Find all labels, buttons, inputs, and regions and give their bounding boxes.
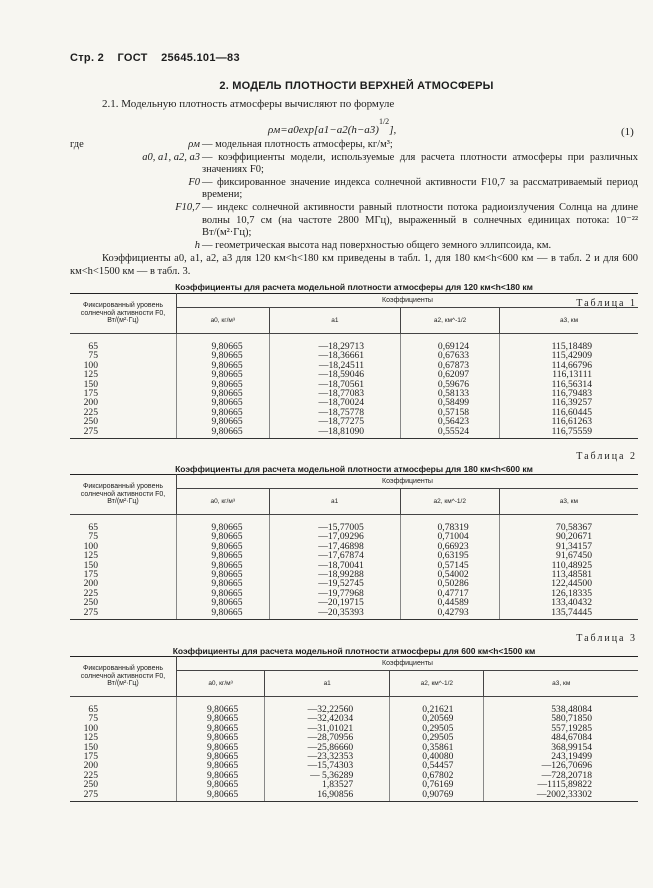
table-cell: 368,99154	[551, 741, 592, 753]
column-header: a0, кг/м³	[177, 489, 270, 515]
table-cell: 75	[70, 351, 177, 360]
table-cell: 9,80665	[177, 570, 270, 579]
table-cell: —23,32353	[265, 752, 390, 761]
table-row	[70, 427, 638, 439]
equation-number: (1)	[621, 126, 634, 138]
table-cell: 9,80665	[177, 389, 270, 398]
table-cell: —18,29713	[269, 334, 400, 352]
table-cell: —18,75778	[269, 408, 400, 417]
definition-prefix	[70, 202, 98, 240]
table-cell: —126,70696	[541, 760, 592, 772]
definition-text: — геометрическая высота над поверхностью общего земного эллипсоида, км.	[202, 239, 552, 251]
table-cell: 114,66796	[551, 359, 592, 371]
table-cell: 275	[70, 790, 177, 802]
table-cell: 0,59676	[401, 380, 500, 389]
table-cell: 0,66923	[400, 542, 499, 551]
definition-item	[70, 202, 638, 240]
gost-label: ГОСТ	[117, 52, 148, 64]
table-cell: —18,77275	[269, 417, 400, 426]
table-cell: 116,60445	[551, 406, 592, 418]
table-cell: 16,90856	[265, 790, 390, 802]
table-cell: 200	[70, 579, 177, 588]
table-cell: 175	[70, 389, 177, 398]
definition-prefix	[70, 240, 98, 253]
definition-item	[70, 152, 638, 177]
table-cell: —28,70956	[265, 733, 390, 742]
table-cell: 9,80665	[177, 771, 265, 780]
intro-paragraph: 2.1. Модельную плотность атмосферы вычисляют по формуле	[102, 98, 395, 110]
definition-text: — индекс солнечной активности равный плотности потока радиоизлучения Солнца на длине волны 10,7 см (на частоте 2800 МГц), выраженный в солнечных единицах потока: 10⁻²² Вт/(м²·Гц);	[202, 201, 638, 239]
table-cell: 0,90769	[390, 790, 484, 802]
table-cell: 9,80665	[177, 790, 265, 802]
table-cell: 9,80665	[177, 752, 265, 761]
table-cell: 9,80665	[177, 598, 270, 607]
table-cell: 9,80665	[177, 551, 270, 560]
coefficients-table	[70, 293, 638, 439]
table-row	[70, 608, 638, 620]
coefficients-table	[70, 656, 638, 802]
table-row	[70, 334, 638, 352]
table-cell: 9,80665	[177, 561, 270, 570]
table-cell: 0,54457	[390, 761, 484, 770]
table-cell: 0,78319	[400, 515, 499, 533]
table-cell: 0,42793	[400, 608, 499, 620]
column-header: a1	[265, 671, 390, 697]
page-header	[70, 52, 250, 64]
column-header: a2, км^-1/2	[401, 308, 500, 334]
table-cell: 0,58499	[401, 398, 500, 407]
definition-symbol: F10,7	[175, 201, 200, 213]
table-cell: —15,77005	[269, 515, 400, 533]
table-cell: 0,29505	[390, 733, 484, 742]
table-cell: 115,18489	[551, 341, 592, 352]
definition-symbol: F0	[188, 176, 200, 188]
table-cell: —18,81090	[269, 427, 400, 439]
table-cell: 9,80665	[177, 714, 265, 723]
table-cell: —32,42034	[265, 714, 390, 723]
table-cell: 0,56423	[401, 417, 500, 426]
table-cell: 100	[70, 361, 177, 370]
table-cell: 484,67084	[551, 732, 592, 744]
table-cell: 580,71850	[551, 713, 592, 725]
table-cell: 225	[70, 589, 177, 598]
formula	[268, 117, 397, 136]
table-cell: 538,48084	[551, 704, 592, 715]
coefficients-table	[70, 474, 638, 620]
formula-exponent: 1/2	[378, 117, 390, 126]
table-cell: 250	[70, 598, 177, 607]
table-cell: —18,59046	[269, 370, 400, 379]
table-cell: 9,80665	[177, 733, 265, 742]
table-cell: 0,67802	[390, 771, 484, 780]
table-cell: 70,58367	[556, 522, 592, 533]
column-header: a2, км^-1/2	[400, 489, 499, 515]
table-cell: 9,80665	[177, 398, 270, 407]
table-cell: —15,74303	[265, 761, 390, 770]
table-cell: — 5,36289	[265, 771, 390, 780]
table-cell: 0,63195	[400, 551, 499, 560]
table-cell: 9,80665	[177, 408, 270, 417]
column-header: a1	[269, 308, 400, 334]
table-row	[70, 515, 638, 533]
table-cell: 9,80665	[177, 370, 270, 379]
table-cell: 0,76169	[390, 780, 484, 789]
table-cell: —18,24511	[269, 361, 400, 370]
table-cell: —18,70561	[269, 380, 400, 389]
table-cell: 75	[70, 532, 177, 541]
table-cell: —18,70041	[269, 561, 400, 570]
table-cell: 0,57158	[401, 408, 500, 417]
table-label: Таблица 1	[576, 298, 637, 309]
table-cell: 0,47717	[400, 589, 499, 598]
table-cell: 150	[70, 561, 177, 570]
definition-item	[70, 240, 638, 253]
table-cell: —17,46898	[269, 542, 400, 551]
table-cell: —20,35393	[269, 608, 400, 620]
table-cell: 116,56314	[551, 378, 592, 390]
table-cell: —19,52745	[269, 579, 400, 588]
table-cell: —17,67874	[269, 551, 400, 560]
table-cell: 9,80665	[177, 761, 265, 770]
definition-text: — модельная плотность атмосферы, кг/м³;	[202, 139, 393, 150]
table-cell: 0,54002	[400, 570, 499, 579]
table-cell: —728,20718	[541, 769, 592, 781]
definition-text: — фиксированное значение индекса солнечной активности F10,7 за рассматриваемый период времени;	[202, 176, 638, 201]
table-cell: 75	[70, 714, 177, 723]
definitions-list	[70, 139, 638, 279]
table-cell: 0,67633	[401, 351, 500, 360]
table-cell: 9,80665	[177, 532, 270, 541]
table-cell: 9,80665	[177, 780, 265, 789]
definition-prefix	[70, 177, 98, 202]
column-header: a3, км	[484, 671, 638, 697]
column-header: a1	[269, 489, 400, 515]
table-cell: 9,80665	[177, 361, 270, 370]
table-cell: —17,09296	[269, 532, 400, 541]
column-header: a0, кг/м³	[177, 671, 265, 697]
table-cell: 9,80665	[177, 515, 270, 533]
table-cell: 0,58133	[401, 389, 500, 398]
table-cell: 0,55524	[401, 427, 500, 439]
table-cell: 91,67450	[556, 550, 592, 562]
table-cell: 9,80665	[177, 380, 270, 389]
table-cell: 116,79483	[551, 388, 592, 400]
definition-item	[70, 139, 638, 152]
fixed-level-header: Фиксированный уровень солнечной активности F0, Вт/(м²·Гц)	[70, 294, 177, 334]
table-cell: 65	[70, 334, 177, 352]
column-header: a3, км	[500, 308, 638, 334]
table-cell: 9,80665	[177, 334, 270, 352]
table-cell: 115,42909	[551, 350, 592, 362]
table-cell: 1,83527	[265, 780, 390, 789]
table-cell: 557,19285	[551, 722, 592, 734]
table-cell: 250	[70, 780, 177, 789]
coefficients-note: Коэффициенты a0, a1, a2, a3 для 120 км<h<180 км приведены в табл. 1, для 180 км<h<600 км — в табл. 2 и для 600 км<h<1500 км — в табл. 3.	[70, 253, 638, 277]
formula-body: ρм=a0exp[a1−a2(h−a3)	[268, 124, 379, 136]
table-cell: 9,80665	[177, 589, 270, 598]
table-cell: 9,80665	[177, 743, 265, 752]
table-cell: 250	[70, 417, 177, 426]
table-cell: 122,44500	[551, 578, 592, 590]
table-cell: —18,70024	[269, 398, 400, 407]
table-cell: —1115,89822	[537, 779, 592, 791]
table-cell: 125	[70, 551, 177, 560]
table-cell: 9,80665	[177, 697, 265, 715]
table-cell: 200	[70, 761, 177, 770]
table-cell: 225	[70, 408, 177, 417]
table-cell: —2002,33302	[484, 790, 638, 802]
table-cell: 0,40080	[390, 752, 484, 761]
definition-item	[70, 177, 638, 202]
table-cell: 9,80665	[177, 427, 270, 439]
table-cell: 0,67873	[401, 361, 500, 370]
table-cell: 65	[70, 515, 177, 533]
table-cell: 175	[70, 570, 177, 579]
fixed-level-header: Фиксированный уровень солнечной активности F0, Вт/(м²·Гц)	[70, 475, 177, 515]
table-cell: 9,80665	[177, 608, 270, 620]
table-cell: 91,34157	[556, 540, 592, 552]
coefficients-header: Коэффициенты	[177, 294, 639, 308]
definition-text: — коэффициенты модели, используемые для расчета плотности атмосферы при различных значениях F0;	[202, 151, 638, 176]
table-cell: —20,19715	[269, 598, 400, 607]
section-title: 2. МОДЕЛЬ ПЛОТНОСТИ ВЕРХНЕЙ АТМОСФЕРЫ	[219, 80, 494, 92]
table-cell: 100	[70, 542, 177, 551]
table-cell: —18,99288	[269, 570, 400, 579]
table-cell: —31,01021	[265, 724, 390, 733]
table-cell: —25,86660	[265, 743, 390, 752]
column-header: a2, км^-1/2	[390, 671, 484, 697]
table-cell: —18,36661	[269, 351, 400, 360]
table-cell: 9,80665	[177, 724, 265, 733]
table-cell: 65	[70, 697, 177, 715]
table-cell: 0,29505	[390, 724, 484, 733]
table-cell: 0,35861	[390, 743, 484, 752]
table-cell: 125	[70, 733, 177, 742]
table-cell: 0,62097	[401, 370, 500, 379]
table-row	[70, 697, 638, 715]
table-cell: 110,48925	[551, 559, 592, 571]
table-title: Коэффициенты для расчета модельной плотности атмосферы для 600 км<h<1500 км	[172, 646, 536, 656]
column-header: a0, кг/м³	[177, 308, 270, 334]
table-cell: 200	[70, 398, 177, 407]
table-cell: 175	[70, 752, 177, 761]
table-cell: 116,13111	[552, 369, 592, 381]
table-cell: —32,22560	[265, 697, 390, 715]
table-cell: 0,44589	[400, 598, 499, 607]
table-cell: 275	[70, 427, 177, 439]
table-cell: 9,80665	[177, 351, 270, 360]
table-cell: —18,77083	[269, 389, 400, 398]
gost-number: 25645.101—83	[161, 52, 240, 64]
table-cell: 225	[70, 771, 177, 780]
table-cell: —19,77968	[269, 589, 400, 598]
table-cell: 0,57145	[400, 561, 499, 570]
table-cell: 0,71004	[400, 532, 499, 541]
formula-close: ],	[389, 124, 397, 136]
table-label: Таблица 2	[576, 451, 637, 462]
table-cell: 9,80665	[177, 417, 270, 426]
coefficients-header: Коэффициенты	[177, 475, 639, 489]
definition-symbol: a0, a1, a2, a3	[142, 151, 200, 163]
table-cell: 135,74445	[499, 608, 638, 620]
table-cell: 9,80665	[177, 579, 270, 588]
table-title: Коэффициенты для расчета модельной плотности атмосферы для 180 км<h<600 км	[175, 464, 533, 474]
table-label: Таблица 3	[576, 633, 637, 644]
definition-prefix: где	[70, 139, 84, 150]
table-cell: 0,20569	[390, 714, 484, 723]
table-cell: 116,61263	[551, 416, 592, 428]
table-cell: 9,80665	[177, 542, 270, 551]
table-cell: 243,19499	[551, 751, 592, 763]
table-cell: 275	[70, 608, 177, 620]
column-header: a3, км	[499, 489, 638, 515]
coefficients-header: Коэффициенты	[177, 657, 639, 671]
fixed-level-header: Фиксированный уровень солнечной активности F0, Вт/(м²·Гц)	[70, 657, 177, 697]
table-cell: 100	[70, 724, 177, 733]
table-title: Коэффициенты для расчета модельной плотности атмосферы для 120 км<h<180 км	[175, 282, 533, 292]
table-cell: 125	[70, 370, 177, 379]
definition-symbol: h	[194, 239, 200, 251]
table-cell: 0,50286	[400, 579, 499, 588]
table-cell: 116,75559	[500, 427, 638, 439]
table-cell: 0,21621	[390, 697, 484, 715]
table-cell: 116,39257	[551, 397, 592, 409]
table-cell: 150	[70, 380, 177, 389]
table-cell: 90,20671	[556, 531, 592, 543]
table-cell: 133,40432	[551, 597, 592, 609]
table-cell: 113,48581	[551, 569, 592, 581]
table-row	[70, 790, 638, 802]
table-cell: 150	[70, 743, 177, 752]
page-number: Стр. 2	[70, 52, 105, 64]
definition-symbol: ρм	[188, 139, 200, 150]
table-cell: 126,18335	[551, 587, 592, 599]
table-cell: 0,69124	[401, 334, 500, 352]
